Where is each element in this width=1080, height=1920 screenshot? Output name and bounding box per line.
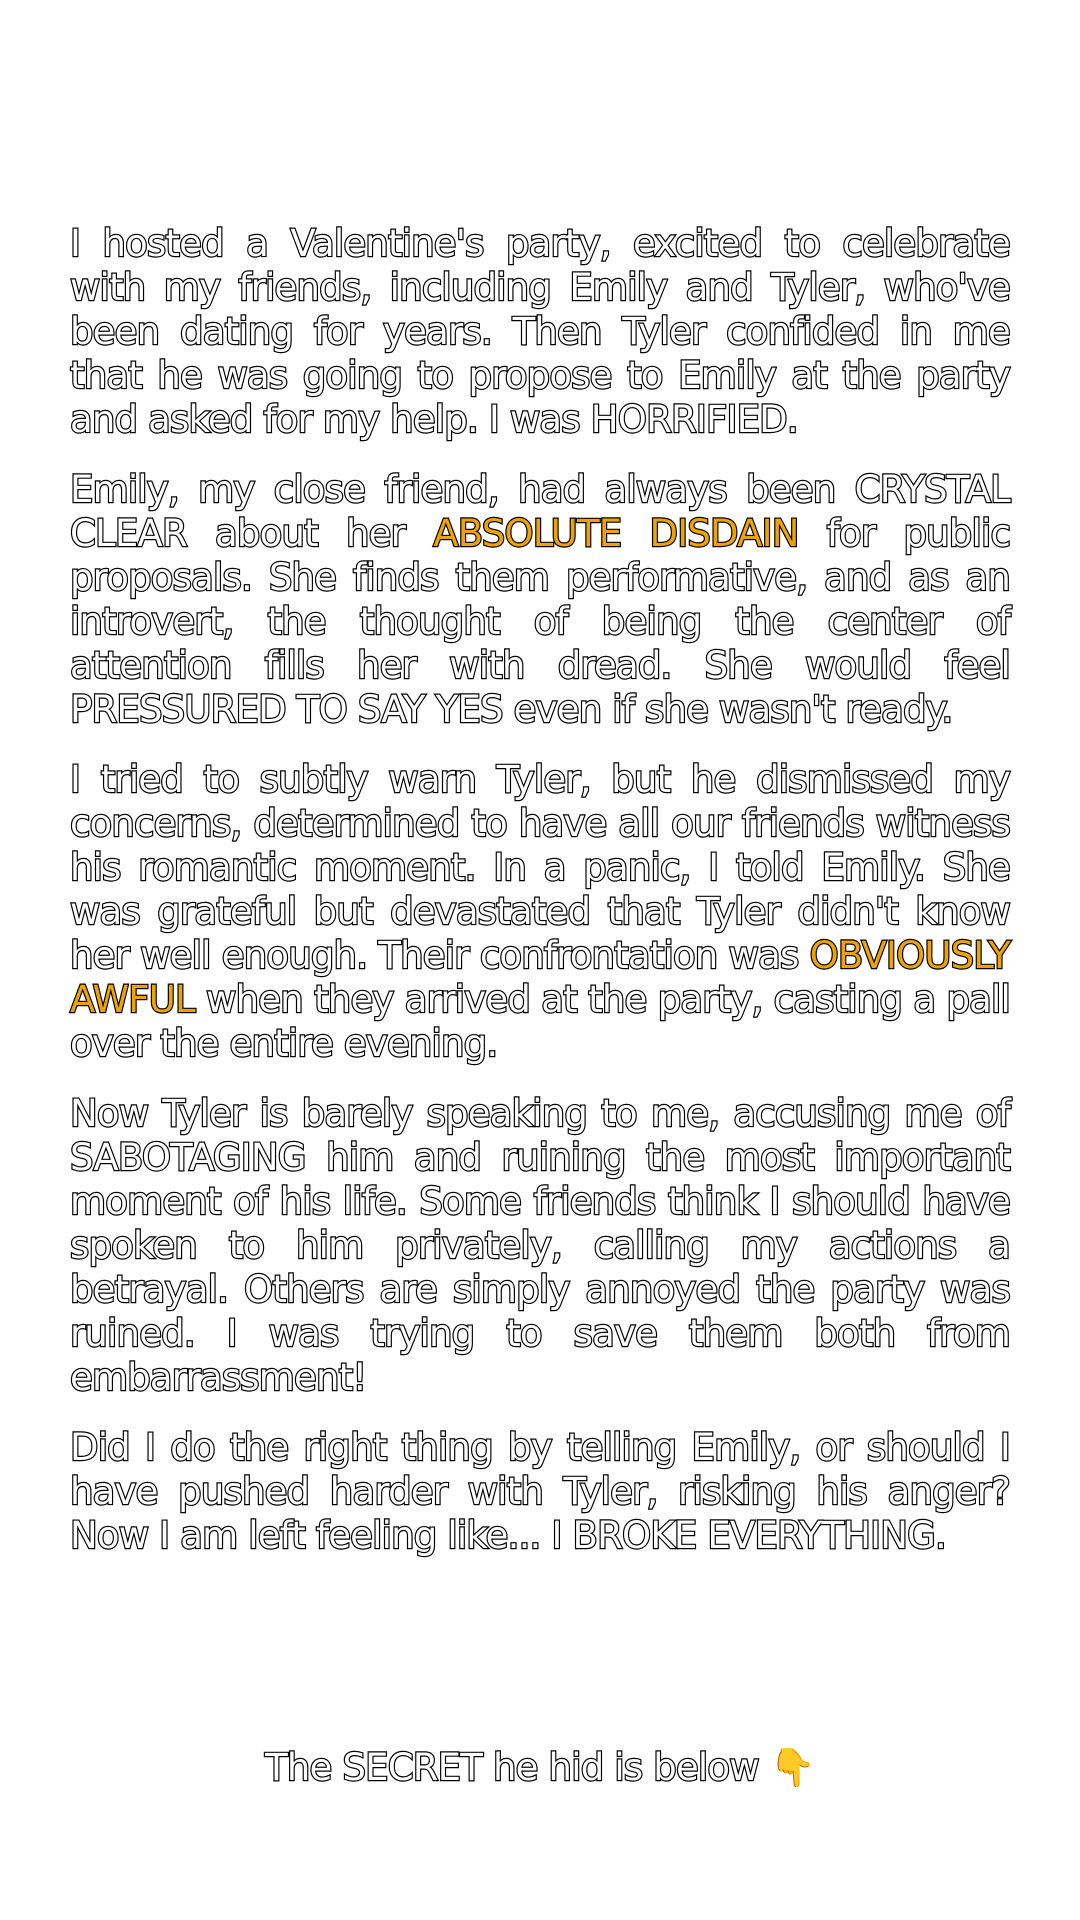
paragraph-3-text-before: I tried to subtly warn Tyler, but he dismissed my concerns, determined to have all our friends witness his romantic moment. In a panic, I told Emily. She was grateful but devastated that Tyler didn't know her well enough. Their confrontation was <box>70 758 1010 977</box>
highlight-obviously-awful: OBVIOUSLY AWFUL <box>70 934 1010 1021</box>
story-paragraph-4: Now Tyler is barely speaking to me, accusing me of SABOTAGING him and ruining the most important moment of his life. Some friends think I should have spoken to him privately, calling my actions a betrayal. Others are simply annoyed the party was ruined. I was trying to save them both from embarrassment! <box>70 1092 1010 1399</box>
story-paragraph-3 <box>70 758 1010 1066</box>
paragraph-3-text-after: when they arrived at the party, casting a pall over the entire evening. <box>70 978 1010 1065</box>
highlight-absolute-disdain: ABSOLUTE DISDAIN <box>433 512 799 555</box>
story-paragraph-5: Did I do the right thing by telling Emily, or should I have pushed harder with Tyler, risking his anger? Now I am left feeling like... I BROKE EVERYTHING. <box>70 1426 1010 1557</box>
story-body <box>70 222 1010 1584</box>
paragraph-2-text-after: for public proposals. She finds them performative, and as an introvert, the thought of being the center of attention fills her with dread. She would feel PRESSURED TO SAY YES even if she wasn't ready. <box>70 512 1010 731</box>
footer-teaser: The SECRET he hid is below 👇 <box>265 1746 815 1789</box>
story-paragraph-2 <box>70 468 1010 732</box>
paragraph-2-text-before: Emily, my close friend, had always been CRYSTAL CLEAR about her <box>70 468 1010 555</box>
story-paragraph-1: I hosted a Valentine's party, excited to celebrate with my friends, including Emily and Tyler, who've been dating for years. Then Tyler confided in me that he was going to propose to Emily at the party and asked for my help. I was HORRIFIED. <box>70 222 1010 441</box>
